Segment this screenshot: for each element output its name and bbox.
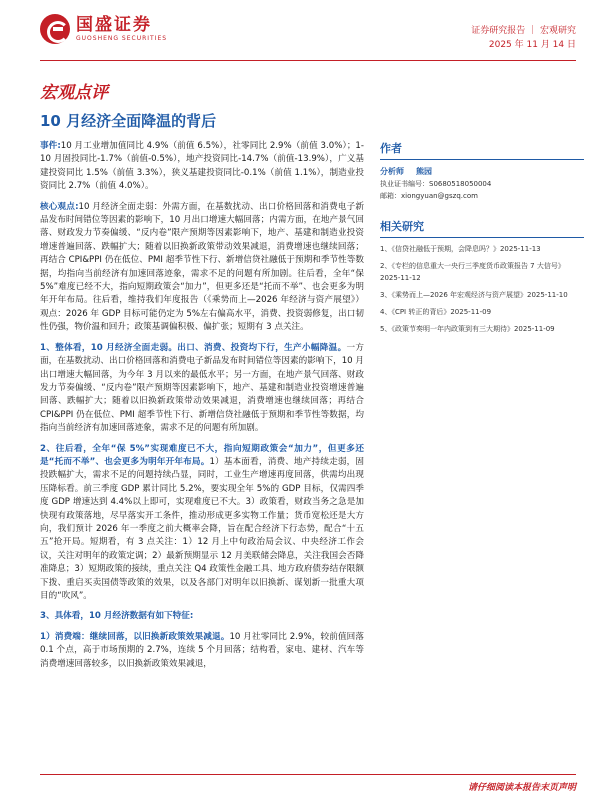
core-paragraph (40, 201, 364, 335)
logo-name-cn: 国盛证券 (76, 15, 152, 35)
point-3-head: 3、具体看，10 月经济数据有如下特征: (40, 611, 194, 622)
section-title: 宏观点评 (40, 83, 108, 103)
page-header (0, 0, 600, 62)
cert-number: 执业证书编号：S0680518050004 (380, 180, 492, 188)
sidebar (380, 140, 584, 340)
point-1 (40, 342, 364, 436)
logo-icon (40, 14, 70, 44)
footer-divider (40, 774, 576, 775)
events-text: 10 月工业增加值同比 4.9%（前值 6.5%），社零同比 2.9%（前值 3.0%）；1-10 月固投同比-1.7%（前值-0.5%），地产投资同比-14.7%（前值-13.9%），广义基建投资同比 1.5%（前值 3.3%），狭义基建投资同比-0.1%（前值 1.1%），制造业投资同比 2.7%（前值 4.0%）。 (40, 141, 364, 192)
company-logo (40, 14, 167, 44)
header-divider (40, 60, 576, 61)
research-item[interactable]: 4、《CPI 转正的背后》2025-11-09 (380, 308, 492, 316)
point-1-head: 1、整体看，10 月经济全面走弱。出口、消费、投资均下行，生产小幅降温。 (40, 342, 347, 353)
analyst-name: 熊园 (416, 167, 432, 176)
research-item[interactable]: 1、《信贷社融低于预期，会降息吗？》2025-11-13 (380, 245, 541, 253)
research-title: 相关研究 (380, 218, 584, 238)
author-title: 作者 (380, 140, 584, 160)
consumption-head: 1）消费端：继续回落，以旧换新政策效果减退。 (40, 631, 230, 642)
point-2 (40, 443, 364, 604)
research-item[interactable]: 3、《乘势而上—2026 年宏观经济与资产展望》2025-11-10 (380, 291, 568, 299)
report-type: 证券研究报告 ｜ 宏观研究 (471, 26, 576, 36)
point-2-text: 1）基本面看，消费、地产持续走弱，固投跌幅扩大，需求不足的问题持续凸显，同时，工业生产增速再度回落，供需均出现压降标看。前三季度 GDP 累计同比 5.2%，要实现全年 5%的 GDP 目标，仅需四季度 GDP 增速达到 4.4%以上即可，实现难度已不大。3）政策看，财政当务之急是加快现有政策落地，尽早落实开工条件，推动形成更多实物工作量；货币宽松还是大方向，我们预计 2026 年一季度之前大概率会降，旨在配合经济下行态势，配合“十五五”抢开局。短期看，有 3 点关注：1）12 月上中旬政治局会议、中央经济工作会议，关注对明年的政策定调；2）最新预期显示 12 月美联储会降息，关注我国会否降准降息；3）短期政策的接续，重点关注 Q4 政策性金融工具、地方政府债券结存限额下拨、重启买卖国债等政策的效果，以及各部门对明年以旧换新、谋划新一批重大项目的“吹风”。 (40, 456, 364, 601)
point-3 (40, 610, 364, 623)
research-item[interactable]: 2、《专栏的信息重大一央行三季度货币政策报告 7 大信号》2025-11-12 (380, 262, 565, 282)
report-title: 10 月经济全面降温的背后 (40, 112, 217, 130)
events-paragraph (40, 140, 364, 194)
email[interactable]: 邮箱：xiongyuan@gszq.com (380, 192, 478, 200)
analyst-role: 分析师 (380, 167, 404, 176)
point-1-text: 一方面，在基数扰动、出口价格回落和消费电子新品发布时间错位等因素的影响下，10 月出口增速大幅回落，为今年 3 月以来的最低水平；另一方面，在地产景气回落、财政发力节奏偏缓、“反内卷”限产预期等因素影响下，地产、基建和制造业投资增速普遍回落、跌幅扩大；随着以旧换新政策带动效果减退，消费增速也继续回落；再结合 CPI&PPI 仍在低位、PMI 超季节性下行、新增信贷社融低于预期和季节性等数据，均指向当前经济有加速回落迹象，需求不足的问题有所加剧。 (40, 342, 364, 434)
consumption-text: 10 月社零同比 2.9%，较前值回落 0.1 个点，高于市场预期的 2.7%，连续 5 个月回落；结构看，家电、建材、汽车等消费增速回落较多，以旧换新政策效果减退， (40, 631, 365, 669)
point-2-head: 2、往后看，全年“保 5%”实现难度已不大，指向短期政策会“加力”，但更多还是“托而不举”、也会更多为明年开年布局。 (40, 443, 364, 467)
core-label: 核心观点: (40, 201, 79, 212)
main-body (40, 140, 364, 678)
core-text: 10 月经济全面走弱：外需方面，在基数扰动、出口价格回落和消费电子新品发布时间错位等因素的影响下，10 月出口增速大幅回落；内需方面，在地产景气回落、财政发力节奏偏缓、“反内卷”限产预期等因素影响下，地产、基建和制造业投资增速普遍回落、跌幅扩大；随着以旧换新政策带动效果减退，消费增速也继续回落；再结合 CPI&PPI 仍在低位、PMI 超季节性下行、新增信贷社融低于预期和季节性等数据，均指向当前经济有加速回落迹象，需求不足的问题有所加剧。往后看，全年“保 5%”难度已经不大，指向短期政策会“加力”，但更多还是“托而不举”、也会更多为明年开年布局。往后看，维持我们年度报告（《乘势而上—2026 年经济与资产展望》）观点：2026 年 GDP 目标可能仍定为 5%左右偏高水平，消费、投资弱修复，出口韧性仍强，物价温和回升；政策基调偏积极、偏扩张；短期有 3 点关注。 (40, 201, 365, 333)
related-research (380, 218, 584, 335)
report-date: 2025 年 11 月 14 日 (488, 40, 576, 50)
logo-name-en: GUOSHENG SECURITIES (76, 35, 168, 42)
analyst-line (380, 165, 584, 178)
research-item[interactable]: 5、《政策节奏明一年内政策到有三大期待》2025-11-09 (380, 325, 555, 333)
footer-disclaimer: 请仔细阅读本报告末页声明 (467, 783, 576, 793)
events-label: 事件: (40, 141, 61, 151)
consumption-paragraph (40, 631, 364, 671)
